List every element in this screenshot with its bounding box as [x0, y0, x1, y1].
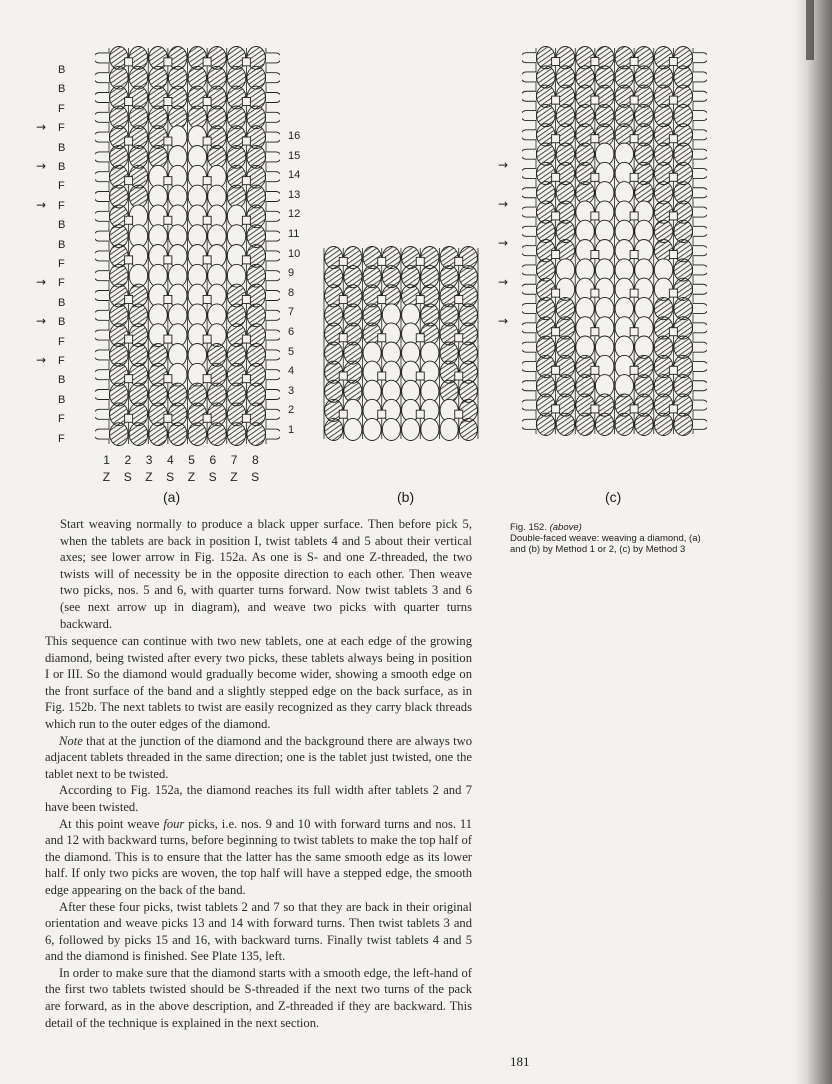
body-text-main [45, 633, 472, 1031]
tablet-square [242, 375, 250, 383]
twist-letter: Z [102, 470, 111, 484]
thread-letter: F [58, 180, 65, 193]
tablet-square [125, 375, 133, 383]
tablet-number: 2 [124, 453, 132, 467]
thread-letter: F [58, 122, 65, 135]
weft-loop [693, 91, 707, 101]
weft-loop [95, 251, 109, 261]
tablet-square [630, 135, 638, 143]
tablet-number: 3 [145, 453, 153, 467]
tablet-square [630, 289, 638, 297]
weft-loop [522, 53, 536, 63]
tablet-square [552, 289, 560, 297]
weft-loop [693, 207, 707, 217]
twist-letter: S [208, 470, 217, 484]
tablet-square [552, 58, 560, 66]
twist-letter: Z [230, 470, 238, 484]
weave-stitch [363, 418, 381, 440]
tablet-number: 5 [188, 453, 195, 467]
body-text-top [60, 516, 472, 632]
tablet-square [416, 410, 424, 418]
diamond-weave-diagram-c [522, 40, 707, 450]
tablet-square [669, 173, 677, 181]
weft-loop [266, 152, 280, 162]
weft-loop [693, 400, 707, 410]
weave-stitch [149, 423, 167, 446]
tablet-square [125, 335, 133, 343]
tablet-square [669, 366, 677, 374]
tablet-square [416, 334, 424, 342]
thread-letter: F [58, 258, 65, 270]
tablet-square [591, 58, 599, 66]
weft-loop [266, 390, 280, 400]
weft-loop [693, 323, 707, 333]
weave-stitch [556, 413, 574, 435]
thread-letter: F [58, 432, 65, 445]
tablet-square [242, 216, 250, 224]
figure-panel-a [95, 40, 280, 460]
tablet-square [669, 212, 677, 220]
weft-loop [522, 381, 536, 391]
tablet-square [242, 256, 250, 264]
tablet-square [242, 335, 250, 343]
twist-letter: S [123, 470, 132, 484]
paragraph-7: In order to make sure that the diamond starts with a smooth edge, the left-hand of the first two tablets twisted should be S-threaded if the next two turns of the pack are forward, as in the above description, and Z-threaded if they are backward. This detail of the technique is explained in the next section. [45, 965, 472, 1030]
twist-letter: Z [145, 470, 153, 484]
pick-number: 13 [288, 188, 301, 201]
twist-arrow-icon: → [498, 275, 509, 289]
thread-letter: F [58, 277, 65, 290]
weave-stitch [654, 413, 672, 435]
pick-number: 12 [288, 208, 301, 221]
tablet-square [591, 96, 599, 104]
weft-loop [693, 265, 707, 275]
figure-caption [510, 522, 710, 555]
weft-loop [522, 188, 536, 198]
tablet-numbers-row [96, 453, 266, 467]
weft-loop [693, 361, 707, 371]
tablet-square [242, 177, 250, 185]
tablet-square [339, 334, 347, 342]
tablet-square [164, 177, 172, 185]
twist-arrow-icon: → [36, 159, 47, 173]
pick-number: 1 [288, 424, 295, 436]
twist-letters-row [96, 470, 266, 484]
twist-arrow-icon: → [498, 158, 509, 172]
weft-loop [95, 172, 109, 182]
tablet-square [630, 58, 638, 66]
weft-loop [95, 291, 109, 301]
tablet-square [378, 372, 386, 380]
tablet-square [203, 414, 211, 422]
pick-number: 14 [288, 169, 301, 182]
thread-letter: B [58, 219, 66, 232]
weft-loop [693, 130, 707, 140]
figure-where: (above) [549, 522, 582, 533]
twist-arrow-icon: → [36, 197, 47, 212]
figure-panel-b [318, 240, 484, 450]
tablet-square [164, 335, 172, 343]
weave-stitch [168, 423, 186, 446]
thread-letter: F [58, 102, 65, 115]
weave-stitch [227, 423, 245, 446]
weft-loop [95, 93, 109, 103]
tablet-square [552, 173, 560, 181]
tablet-square [164, 256, 172, 264]
tablet-square [164, 97, 172, 105]
weft-loop [693, 149, 707, 159]
paragraph-4: According to Fig. 152a, the diamond reaches its full width after tablets 2 and 7 have been twisted. [45, 783, 472, 814]
weft-loop [693, 188, 707, 198]
tablet-square [203, 97, 211, 105]
weft-loop [522, 111, 536, 121]
pick-number: 2 [288, 404, 295, 417]
paragraph-2: This sequence can continue with two new tablets, one at each edge of the growing diamond, being twisted after every two picks, these tablets always being in position I or III. So the diamond would gradually become wider, showing a smooth edge on the front surface of the band and a slightly stepped edge on the back surface, as in Fig. 152b. The next tablets to twist are easily recognized as they carry black threads which run to the outer edges of the diamond. [45, 634, 472, 731]
tablet-square [552, 366, 560, 374]
tablet-square [591, 328, 599, 336]
tablet-square [591, 135, 599, 143]
tablet-square [669, 405, 677, 413]
weft-loop [693, 284, 707, 294]
weft-loop [693, 419, 707, 429]
weft-loop [266, 370, 280, 380]
weft-loop [693, 246, 707, 256]
weave-stitch [325, 418, 343, 440]
tablet-square [203, 137, 211, 145]
pick-number: 8 [288, 286, 295, 299]
tablet-square [630, 366, 638, 374]
weft-loop [266, 429, 280, 439]
tablet-square [125, 295, 133, 303]
weft-loop [95, 112, 109, 122]
weft-loop [95, 390, 109, 400]
weft-loop [693, 342, 707, 352]
weft-loop [522, 284, 536, 294]
tablet-square [552, 405, 560, 413]
tablet-square [552, 328, 560, 336]
twist-letter: S [251, 470, 260, 484]
tablet-square [203, 177, 211, 185]
weave-stitch [188, 423, 206, 446]
weave-stitch [615, 413, 633, 435]
tablet-square [591, 251, 599, 259]
tablet-square [339, 296, 347, 304]
weft-loop [266, 350, 280, 360]
tablet-square [339, 257, 347, 265]
weft-loop [95, 271, 109, 281]
weft-loop [266, 172, 280, 182]
weft-loop [95, 73, 109, 83]
thread-letter: B [58, 374, 66, 387]
thread-letter: F [58, 199, 65, 212]
tablet-square [242, 137, 250, 145]
weft-loop [522, 400, 536, 410]
tablet-square [339, 410, 347, 418]
pick-number: 11 [288, 228, 300, 240]
weft-loop [266, 132, 280, 142]
tablet-square [552, 96, 560, 104]
tablet-square [164, 58, 172, 66]
thread-letter: B [58, 141, 66, 154]
weft-loop [95, 310, 109, 320]
weft-loop [522, 207, 536, 217]
twist-arrow-icon: → [498, 314, 509, 328]
twist-arrow-icon: → [36, 353, 47, 367]
weft-loop [95, 350, 109, 360]
weft-loop [266, 192, 280, 202]
thread-letter: F [58, 355, 65, 367]
tablet-square [203, 335, 211, 343]
weft-loop [522, 130, 536, 140]
weave-stitch [402, 418, 420, 440]
tablet-square [630, 212, 638, 220]
tablet-number: 7 [230, 453, 238, 467]
tablet-square [669, 251, 677, 259]
tablet-number: 4 [167, 453, 174, 467]
pick-number: 6 [288, 326, 295, 338]
panel-c-label: (c) [605, 489, 622, 505]
weft-loop [95, 53, 109, 63]
pick-number: 16 [288, 130, 301, 142]
weft-loop [522, 342, 536, 352]
twist-letter: S [166, 470, 175, 484]
weave-stitch [674, 413, 692, 435]
tablet-square [378, 296, 386, 304]
tablet-square [552, 135, 560, 143]
tablet-square [125, 137, 133, 145]
tablet-square [630, 251, 638, 259]
figure-number: Fig. 152. [510, 522, 547, 533]
weft-loop [693, 381, 707, 391]
weft-loop [266, 112, 280, 122]
panel-a-label: (a) [163, 489, 181, 505]
tablet-square [455, 257, 463, 265]
weave-stitch [440, 418, 458, 440]
weft-loop [266, 73, 280, 83]
weft-loop [693, 72, 707, 82]
tablet-square [630, 96, 638, 104]
weft-loop [522, 91, 536, 101]
tablet-number: 6 [209, 453, 217, 467]
tablet-square [125, 58, 133, 66]
paragraph-1: Start weaving normally to produce a black upper surface. Then before pick 5, when the tablets are back in position I, twist tablets 4 and 5 about their vertical axes; see lower arrow in Fig. 152a. As one is S- and one Z-threaded, the two twists will of necessity be in the opposite direction to each other. Then weave two picks, nos. 5 and 6, with quarter turns forward. Now twist tablets 3 and 6 (see next arrow up in diagram), and weave two picks with quarter turns backward. [60, 517, 472, 631]
tablet-square [552, 212, 560, 220]
weave-stitch [595, 413, 613, 435]
panel-b-label: (b) [397, 489, 415, 505]
tablet-square [630, 405, 638, 413]
weft-loop [95, 330, 109, 340]
weave-stitch [247, 423, 265, 446]
weft-loop [693, 111, 707, 121]
weft-loop [522, 361, 536, 371]
weft-loop [95, 231, 109, 241]
tablet-number: 8 [252, 453, 259, 467]
paragraph-5: At this point weave four picks, i.e. nos. 9 and 10 with forward turns and nos. 11 and 12 with backward turns, before beginning to twist tablets to make the top half of the diamond. This is to ensure that the latter has the same smooth edge as its lower half. If only two picks are woven, the top half will have a stepped edge, the smooth edge appearing on the back of the band. [45, 816, 472, 897]
pick-number: 4 [288, 365, 295, 378]
weft-loop [522, 323, 536, 333]
page-number: 181 [510, 1054, 530, 1069]
pick-number: 15 [288, 149, 301, 162]
weave-stitch [344, 418, 362, 440]
tablet-square [630, 173, 638, 181]
weave-stitch [110, 423, 128, 446]
tablet-square [378, 257, 386, 265]
tablet-square [591, 366, 599, 374]
tablet-square [455, 372, 463, 380]
weave-stitch [208, 423, 226, 446]
pick-number: 3 [288, 384, 295, 397]
tablet-square [455, 410, 463, 418]
tablet-square [669, 328, 677, 336]
weft-loop [693, 226, 707, 236]
weave-stitch [421, 418, 439, 440]
tablet-square [591, 405, 599, 413]
weft-loop [693, 168, 707, 178]
tablet-square [203, 58, 211, 66]
thread-letter: B [58, 161, 66, 173]
weave-stitch [382, 418, 400, 440]
weft-loop [95, 152, 109, 162]
pick-number: 9 [288, 267, 295, 280]
weft-loop [266, 93, 280, 103]
tablet-square [378, 334, 386, 342]
weft-loop [95, 192, 109, 202]
weave-stitch [129, 423, 147, 446]
weft-loop [522, 304, 536, 314]
twist-arrow-icon: → [498, 236, 509, 250]
tablet-square [339, 372, 347, 380]
weft-loop [522, 419, 536, 429]
tablet-square [125, 414, 133, 422]
figure-panel-c [522, 40, 707, 450]
twist-letter: Z [187, 470, 196, 484]
weave-stitch [459, 418, 477, 440]
diamond-weave-diagram-a [95, 40, 280, 460]
page-edge-shadow [794, 0, 832, 1084]
tablet-number: 1 [103, 453, 110, 467]
tablet-square [203, 216, 211, 224]
weave-stitch [537, 413, 555, 435]
weft-loop [266, 231, 280, 241]
paragraph-3: Note that at the junction of the diamond and the background there are always two adjacent tablets threaded in the same direction; one is the tablet just twisted, one the tablet next to be twisted. [45, 733, 472, 781]
tablet-square [203, 375, 211, 383]
thread-letter: B [58, 316, 66, 329]
weft-loop [522, 149, 536, 159]
weft-loop [266, 330, 280, 340]
pick-number: 10 [288, 247, 301, 260]
tablet-square [164, 137, 172, 145]
twist-arrow-icon: → [36, 275, 47, 290]
tablet-square [669, 96, 677, 104]
tablet-square [242, 295, 250, 303]
tablet-square [203, 295, 211, 303]
thread-letter: B [58, 393, 66, 406]
pick-number: 7 [288, 306, 295, 319]
tablet-square [164, 216, 172, 224]
weft-loop [522, 226, 536, 236]
twist-arrow-icon: → [36, 120, 47, 135]
weft-loop [522, 246, 536, 256]
thread-letter: B [58, 296, 66, 309]
thread-letter: B [58, 238, 66, 251]
weft-loop [95, 429, 109, 439]
tablet-square [125, 216, 133, 224]
tablet-square [669, 135, 677, 143]
weft-loop [266, 291, 280, 301]
thread-letter: B [58, 83, 66, 96]
tablet-square [125, 256, 133, 264]
tablet-square [552, 251, 560, 259]
tablet-square [125, 97, 133, 105]
weft-loop [693, 304, 707, 314]
figure-caption-text: Double-faced weave: weaving a diamond, (a) and (b) by Method 1 or 2, (c) by Method 3 [510, 533, 701, 555]
weft-loop [95, 132, 109, 142]
weft-loop [266, 409, 280, 419]
tablet-square [416, 372, 424, 380]
weft-loop [522, 72, 536, 82]
twist-arrow-icon: → [498, 197, 509, 211]
weave-stitch [576, 413, 594, 435]
tablet-square [203, 256, 211, 264]
tablet-square [630, 328, 638, 336]
tablet-square [669, 289, 677, 297]
tablet-square [242, 414, 250, 422]
tablet-square [125, 177, 133, 185]
weft-loop [522, 265, 536, 275]
paragraph-6: After these four picks, twist tablets 2 and 7 so that they are back in their original orientation and weave picks 13 and 14 with forward turns. Then twist tablets 3 and 6, followed by picks 15 and 16, with backward turns. Finally twist tablets 4 and 5 and the diamond is finished. See Plate 135, left. [45, 899, 472, 964]
weft-loop [266, 310, 280, 320]
weft-loop [266, 251, 280, 261]
tablet-square [416, 296, 424, 304]
weft-loop [693, 53, 707, 63]
diamond-weave-diagram-b [318, 240, 484, 450]
tablet-square [669, 58, 677, 66]
tablet-square [455, 334, 463, 342]
weft-loop [95, 409, 109, 419]
thread-letter: F [58, 413, 65, 426]
tablet-square [164, 375, 172, 383]
thread-letter: F [58, 335, 65, 348]
thread-letter: B [58, 64, 66, 76]
tablet-square [242, 97, 250, 105]
tablet-square [416, 257, 424, 265]
weft-loop [95, 211, 109, 221]
tablet-square [591, 212, 599, 220]
weft-loop [266, 271, 280, 281]
pick-number: 5 [288, 345, 295, 358]
weft-loop [266, 211, 280, 221]
twist-arrow-icon: → [36, 314, 47, 329]
weft-loop [95, 370, 109, 380]
weft-loop [266, 53, 280, 63]
tablet-square [164, 295, 172, 303]
tablet-square [378, 410, 386, 418]
weave-stitch [635, 413, 653, 435]
tablet-square [164, 414, 172, 422]
tablet-square [591, 173, 599, 181]
tablet-square [242, 58, 250, 66]
weft-loop [522, 168, 536, 178]
tablet-square [455, 296, 463, 304]
tablet-square [591, 289, 599, 297]
